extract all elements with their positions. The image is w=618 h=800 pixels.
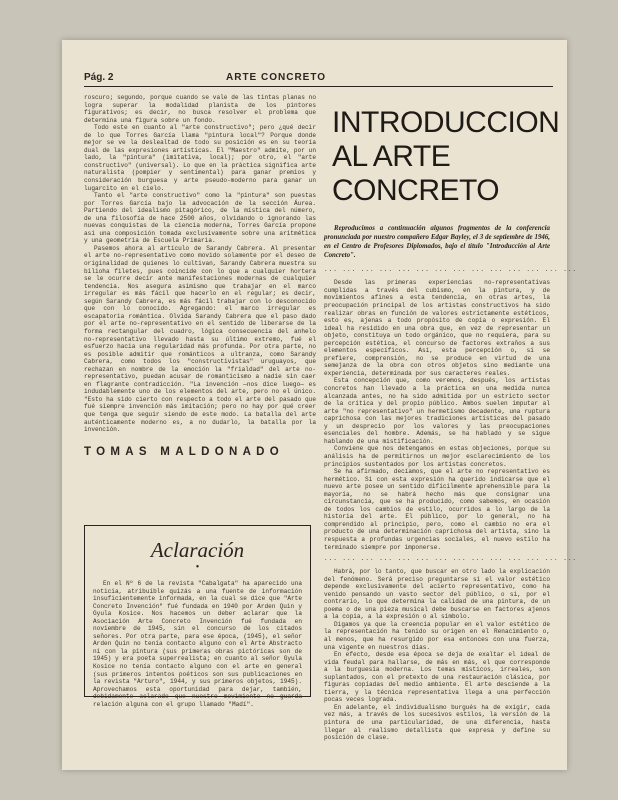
article-paragraph: Desde las primeras experiencias no-representativas cumplidas a través del cubismo, en la pintura, y de movimientos afines a esta tendencia, en otras artes, la preocupación principal de los artistas constructivos ha sido realizar obras en función de valores estrictamente estéticos, esto es, ajenas a todo propósito de copia o expresión. El ideal ha residido en una obra que, en vez de representar un objeto, constituya un todo orgánico, que no requiera, para su percepción estética, el concurso de factores extraños a sus elementos específicos. Así, esta percepción o, si se prefiere, comprensión, no se produce en virtud de una semejanza de la obra con otros objetos sino mediante una experiencia, determinada por sus caracteres reales. [324, 279, 550, 377]
article-paragraph: En efecto, desde esa época se deja de exaltar el ideal de vida feudal para hallarse, de más en más, el que corresponde a la burguesía moderna. Los temas místicos, irreales, son suplantados, con el pretexto de una restauración clásica, por figuras copiadas del medio ambiente. El arte desciende a la tierra, y la técnica representativa llega a una perfección pocas veces lograda. [324, 651, 550, 704]
article-body-part-a [324, 279, 550, 551]
left-article-body [84, 94, 316, 434]
article-paragraph: Esta concepción que, como veremos, después, los artistas concretos han llevado a la práctica en una medida nunca alcanzada antes, no ha sido admitida por un estricto sector de la crítica y del propio público. Ambos suelen imputar al arte "no representativo" un hermetismo decadente, una ruptura caprichosa con las mejores tradiciones artísticas del pasado y un desprecio por los valores y las preocupaciones esenciales del hombre. Además, se ha hablado y se sigue hablando de una mistificación. [324, 377, 550, 445]
right-column [324, 94, 578, 742]
separator-dots: ... ... ... ... ... ... ... ... ... ... ... ... ... ... [324, 555, 578, 563]
article-body-part-b [324, 568, 550, 742]
page-header [84, 72, 553, 86]
article-title [332, 106, 560, 208]
separator-dots: ... ... ... ... ... ... ... ... ... ... ... ... ... ... [324, 266, 578, 274]
left-paragraph: Todo este en cuanto al "arte constructivo"; pero ¿qué decir de lo que Torres García llama "pintura local"? Porque donde mejor se ve la deslealtad de todo su posición es en su teoría dual de las expresiones artísticas. El "Maestro" admite, por un lado, la "pintura" (imitativa, local); por otro, el "arte constructivo" (universal). Lo que en la práctica significa arte naturalista (pompier y sentimental) para ganar premios y consideración burguesa y arte pseudo-moderno para ganar un lugarcito en el cielo. [84, 124, 316, 192]
aclaracion-text: En el Nº 6 de la revista "Cabalgata" ha aparecido una noticia, atribuible quizás a una fuente de información insuficientemente informada, en la cual se dice que "Arte Concreto Invención" fué fundada en 1940 por Arden Quin y Gyula Kosice. Nos hacemos un deber aclarar que la Asociación Arte Concreto Invención fué fundada en noviembre de 1945, sin el concurso de los citados señores. Por otra parte, para ese época, (1945), el señor Arden Quin no tenía contacto alguno con el Arte Abstracto ni con la pintura (sus primeras obras pictóricas son de 1945) y era poeta superrealista; en cuanto al señor Gyula Kosice no tenía contacto alguno con el arte en general (sus primeros intentos poéticos son sus publicaciones en la revista "Arturo", 1944, y sus primeros objetos, 1945). Aprovechamos esta oportunidad para dejar, también, debidamente aclarado que nuestro movimiento no guarda relación alguna con el grupo llamado "Madí". [93, 580, 302, 708]
article-paragraph: Habrá, por lo tanto, que buscar en otro lado la explicación del fenómeno. Será preciso preguntarse si el valor estético depende exclusivamente del acierto representativo, como ha venido pensando un vasto sector del público, o si, por el contrario, lo que determina la calidad de una pintura, de un poema o de una pieza musical debe buscarse en factores ajenos a la copia, a la expresión o al símbolo. [324, 568, 550, 621]
left-paragraph: roscuro; segundo, porque cuando se vale de las tintas planas no logra superar la modalidad planista de los pintores figurativos; es decir, no busca resolver el problema que determina una figura sobre un fondo. [84, 94, 316, 124]
header-rule [84, 86, 553, 87]
author-name: TOMAS MALDONADO [84, 445, 285, 458]
article-title-line: INTRODUCCION [332, 106, 560, 139]
bullet-ornament: • [195, 562, 200, 573]
aclaracion-title: Aclaración [150, 538, 245, 562]
article-paragraph: Se ha afirmado, decíamos, que el arte no representativo es hermético. Si con esta expresión ha querido indicarse que el nuevo arte posee un sentido difícilmente aprehensible para la mayoría, no se habrá hecho más que consignar una circunstancia, que se ha producido, como sabemos, en ocasión de todos los cambios de estilo, ocurridos a lo largo de la historia del arte. El público, por lo general, no ha comprendido al principio, pero, como el cambio no era el producto de una determinación caprichosa del artista, sino la respuesta a profundas urgencias sociales, el nuevo estilo ha terminado siempre por imponerse. [324, 468, 550, 551]
article-title-line: CONCRETO [332, 174, 500, 207]
article-title-line: AL ARTE [332, 140, 451, 173]
aclaracion-body [93, 580, 302, 708]
article-paragraph: Conviene que nos detengamos en estas objeciones, porque su análisis ha de permitirnos un mejor esclarecimiento de los principios sustentados por los artistas concretos. [324, 445, 550, 468]
article-paragraph: Digamos ya que la creencia popular en el valor estético de la representación ha tenido su origen en el Renacimiento o, al menos, que ha resurgido por esa entonces con una fuerza, una vigente en nuestros días. [324, 620, 550, 651]
article-paragraph: En adelante, el individualismo burgués ha de exigir, cada vez más, a través de los sucesivos estilos, la versión de la pintura de una particularidad, de una diferencia, hasta llegar al realismo detallista que expresa y define su posición de clase. [324, 703, 550, 742]
left-column [84, 94, 316, 458]
aclaracion-box [84, 525, 311, 708]
page-number: Pág. 2 [84, 72, 114, 83]
article-intro: Reproducimos a continuación algunos fragmentos de la conferencia pronunciada por nuestro compañero Edgar Bayley, el 3 de septiembre de 1946, en el Centro de Profesores Diplomados, bajo el título "Introducción al Arte Concreto". [324, 225, 550, 260]
newspaper-page [62, 40, 578, 770]
publication-title: ARTE CONCRETO [226, 72, 327, 83]
left-paragraph: Tanto el "arte constructivo" como la "pintura" son puestas por Torres García bajo la advocación de la sección Áurea. Partiendo del idealismo pitagórico, de la mística del número, de una filosofía de hace 2500 años, olvidando o ignorando las nuevas conquistas de la ciencia moderna, Torres García propone así una composición tomada exclusivamente sobre una aritmética y una geometría de Escuela Primaria. [84, 192, 316, 245]
left-paragraph: Pasemos ahora al artículo de Sarandy Cabrera. Al presentar el arte no-representativo como movido solamente por el deseo de originalidad de quienes lo cultivan, Sarandy Cabrera muestra su bilioha filetes, pues coincide con lo que a cualquier hortera se le ocurre decir ante manifestaciones modernas de cualquier tendencia. Nos asegura asimismo que trabajar en el marco irregular es más fácil que hacerlo en el regular; es decir, según Sarandy Cabrera, es más fácil trabajar con lo desconocido que con lo conocido. Agregando: el marco irregular es escapatoria romántica. Olvida Sarandy Cabrera que el paso dado por el arte no-representativo en el sentido de liberarse de la forma rectangular del cuadro, lógica consecuencia del anhelo no-representativo llevado hasta su último extremo, fué el esfuerzo hacia una regularidad más profunda. Por otra parte, no es posible admitir que románticos a ultranza, como Sarandy Cabrera, como todos los "constructivistas" uruguayos, que rechazan en nombre de la emoción la "frialdad" del arte no-representativo, puedan acusar de romanticismo a nadie sin caer en flagrante contradicción. "La invención —nos dice luego— es indudablemente uno de los elementos del arte, pero no el único. "Esto ha sido cierto con respecto a todo el arte del pasado que fué siempre invención más imitación; pero no hay por qué creer que tenga que seguir siendo de este modo. La batalla del arte auténticamente moderno es, a no dudarlo, la batalla por la invención. [84, 244, 316, 434]
